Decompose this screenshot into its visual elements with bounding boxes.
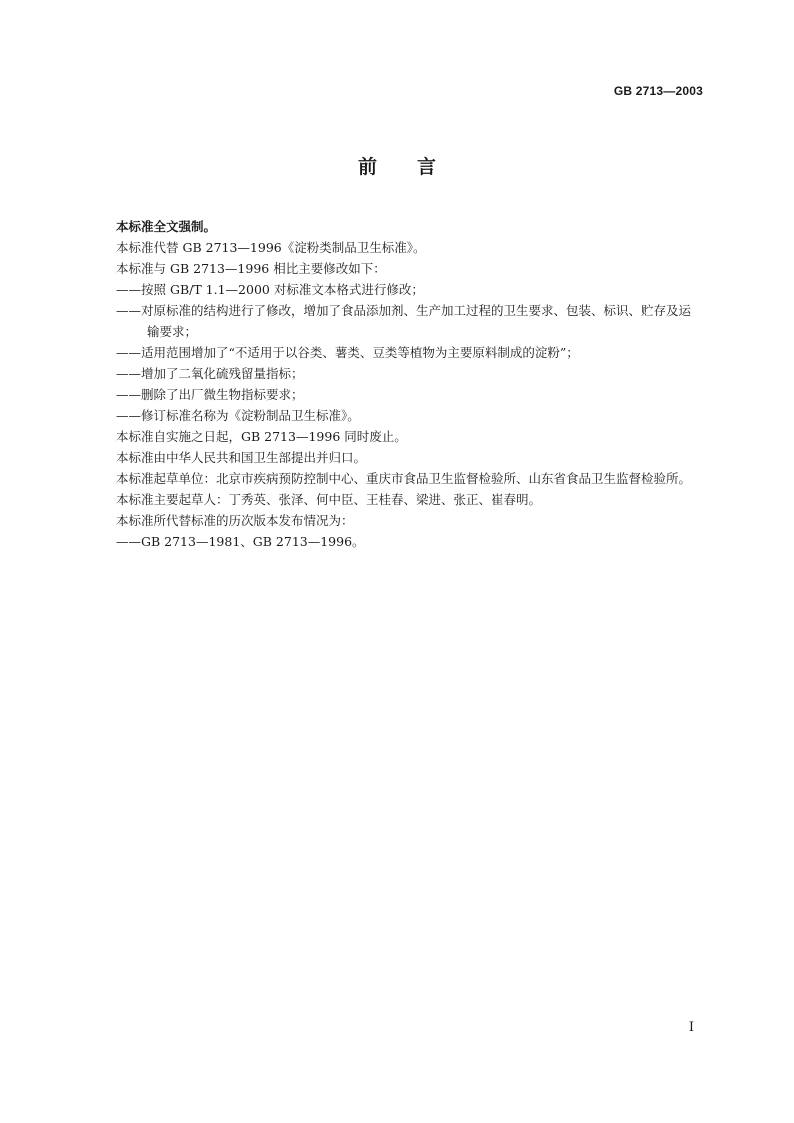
paragraph-proposer: 本标准由中华人民共和国卫生部提出并归口。 bbox=[116, 450, 367, 465]
list-item: ——修订标准名称为《淀粉制品卫生标准》。 bbox=[116, 408, 360, 423]
paragraph-effective: 本标准自实施之日起，GB 2713—1996 同时废止。 bbox=[116, 429, 407, 444]
list-item: ——对原标准的结构进行了修改，增加了食品添加剂、生产加工过程的卫生要求、包装、标识、贮存及运输要求； bbox=[116, 303, 692, 339]
list-item: ——按照 GB/T 1.1—2000 对标准文本格式进行修改； bbox=[116, 282, 424, 297]
paragraph-drafting-units: 本标准起草单位：北京市疾病预防控制中心、重庆市食品卫生监督检验所、山东省食品卫生监督检验所。 bbox=[116, 471, 692, 486]
standard-code: GB 2713—2003 bbox=[613, 84, 703, 98]
list-item: ——增加了二氧化硫残留量指标； bbox=[116, 366, 304, 381]
paragraph-history-intro: 本标准所代替标准的历次版本发布情况为： bbox=[116, 513, 354, 528]
page-title: 前言 bbox=[357, 156, 476, 178]
paragraph-changes-intro: 本标准与 GB 2713—1996 相比主要修改如下： bbox=[116, 261, 386, 276]
list-item: ——适用范围增加了“不适用于以谷类、薯类、豆类等植物为主要原料制成的淀粉”； bbox=[116, 345, 579, 360]
list-item: ——GB 2713—1981、GB 2713—1996。 bbox=[116, 534, 365, 549]
page-number: I bbox=[688, 1020, 694, 1035]
paragraph-mandatory: 本标准全文强制。 bbox=[116, 219, 217, 234]
list-item: ——删除了出厂微生物指标要求； bbox=[116, 387, 304, 402]
paragraph-drafters: 本标准主要起草人：丁秀英、张泽、何中臣、王桂春、梁进、张正、崔春明。 bbox=[116, 492, 542, 507]
paragraph-replaces: 本标准代替 GB 2713—1996《淀粉类制品卫生标准》。 bbox=[116, 240, 426, 255]
document-body bbox=[91, 216, 703, 552]
